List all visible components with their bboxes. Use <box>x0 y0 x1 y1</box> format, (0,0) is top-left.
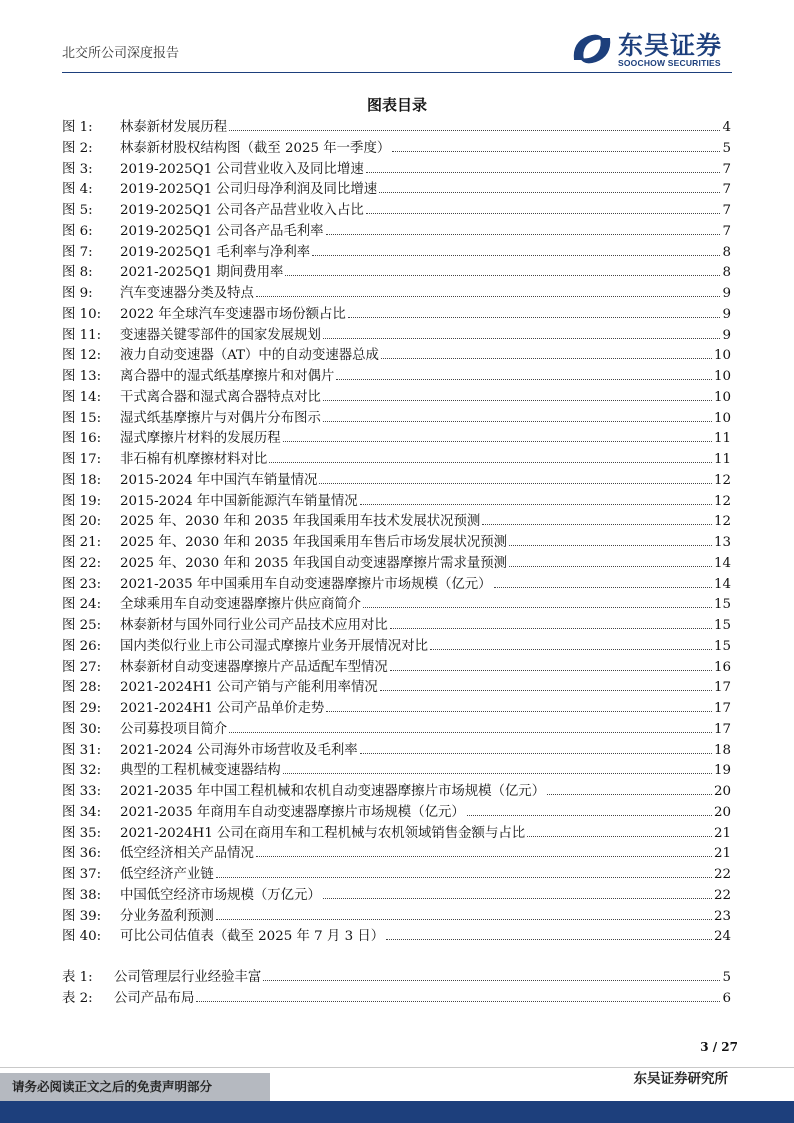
dot-leader <box>326 234 721 235</box>
dot-leader <box>323 338 721 339</box>
entry-title: 2021-2024H1 公司在商用车和工程机械与农机领域销售金额与占比 <box>120 825 526 841</box>
figure-entry[interactable] <box>62 884 731 905</box>
dot-leader <box>494 587 712 588</box>
dot-leader <box>392 151 720 152</box>
logo-mark-icon <box>570 30 614 68</box>
entry-title: 2019-2025Q1 公司各产品营业收入占比 <box>120 203 364 218</box>
figure-entry[interactable] <box>62 925 731 946</box>
entry-number: 图 14: <box>62 389 102 405</box>
entry-page: 6 <box>722 990 731 1006</box>
figure-entry[interactable] <box>62 759 731 780</box>
figure-entry[interactable] <box>62 697 731 718</box>
entry-page: 10 <box>713 348 731 364</box>
dot-leader <box>366 172 721 173</box>
figure-entry[interactable] <box>62 510 731 531</box>
dot-leader <box>283 773 712 774</box>
entry-number: 图 32: <box>62 763 102 779</box>
entry-title: 湿式摩擦片材料的发展历程 <box>120 431 281 447</box>
entry-number: 图 15: <box>62 410 102 426</box>
figure-entry[interactable] <box>62 573 731 594</box>
dot-leader <box>323 898 712 899</box>
dot-leader <box>216 877 712 878</box>
entry-title: 2021-2024H1 公司产销与产能利用率情况 <box>120 680 378 696</box>
company-logo <box>570 28 740 70</box>
dot-leader <box>312 255 720 256</box>
dot-leader <box>336 379 712 380</box>
entry-page: 7 <box>722 203 731 218</box>
figure-entry[interactable] <box>62 822 731 843</box>
entry-number: 表 1: <box>62 970 93 985</box>
entry-title: 变速器关键零部件的国家发展规划 <box>120 327 321 343</box>
entry-page: 14 <box>713 576 731 592</box>
entry-page: 21 <box>713 825 731 841</box>
header-divider <box>62 72 732 73</box>
entry-number: 图 11: <box>62 327 102 343</box>
dot-leader <box>390 670 712 671</box>
entry-page: 22 <box>713 887 731 903</box>
entry-page: 7 <box>722 161 731 177</box>
figure-entry[interactable] <box>62 739 731 760</box>
entry-page: 4 <box>722 120 731 135</box>
dot-leader <box>323 400 712 401</box>
entry-title: 2019-2025Q1 公司营业收入及同比增速 <box>120 161 364 177</box>
entry-page: 15 <box>713 597 731 613</box>
figure-entry[interactable] <box>62 365 731 386</box>
entry-number: 图 17: <box>62 452 102 467</box>
dot-leader <box>467 815 712 816</box>
entry-page: 10 <box>713 369 731 384</box>
dot-leader <box>326 711 712 712</box>
entry-page: 5 <box>722 140 731 156</box>
entry-number: 图 27: <box>62 659 102 675</box>
entry-page: 11 <box>713 452 731 467</box>
entry-page: 11 <box>713 431 731 447</box>
dot-leader <box>430 649 712 650</box>
entry-page: 10 <box>713 410 731 426</box>
entry-number: 图 39: <box>62 908 102 924</box>
dot-leader <box>323 421 712 422</box>
dot-leader <box>256 856 712 857</box>
entry-number: 图 7: <box>62 244 93 260</box>
entry-title: 离合器中的湿式纸基摩擦片和对偶片 <box>120 369 335 384</box>
figure-entry[interactable] <box>62 116 731 137</box>
dot-leader <box>269 462 712 463</box>
entry-title: 低空经济产业链 <box>120 867 214 882</box>
dot-leader <box>547 794 712 795</box>
entry-page: 12 <box>713 514 731 530</box>
entry-page: 13 <box>713 535 731 550</box>
dot-leader <box>381 358 712 359</box>
dot-leader <box>379 192 720 193</box>
entry-title: 干式离合器和湿式离合器特点对比 <box>120 389 321 405</box>
entry-page: 23 <box>713 908 731 924</box>
entry-title: 公司产品布局 <box>114 990 195 1006</box>
entry-number: 图 19: <box>62 493 102 509</box>
dot-leader <box>360 504 712 505</box>
dot-leader <box>348 317 721 318</box>
entry-page: 21 <box>713 846 731 862</box>
entry-page: 24 <box>713 929 731 945</box>
dot-leader <box>360 753 712 754</box>
figure-entry[interactable] <box>62 490 731 511</box>
entry-title: 2021-2025Q1 期间费用率 <box>120 265 284 281</box>
dot-leader <box>509 545 712 546</box>
entry-number: 图 40: <box>62 929 102 945</box>
entry-title: 典型的工程机械变速器结构 <box>120 763 281 779</box>
entry-title: 2025 年、2030 年和 2035 年我国乘用车售后市场发展状况预测 <box>120 535 508 550</box>
dot-leader <box>380 690 712 691</box>
entry-title: 2021-2024 公司海外市场营收及毛利率 <box>120 742 358 758</box>
entry-title: 公司管理层行业经验丰富 <box>114 970 262 985</box>
entry-title: 2025 年、2030 年和 2035 年我国乘用车技术发展状况预测 <box>120 514 481 530</box>
entry-page: 9 <box>722 327 731 343</box>
entry-number: 图 38: <box>62 887 102 903</box>
entry-title: 液力自动变速器（AT）中的自动变速器总成 <box>120 348 379 364</box>
entry-page: 8 <box>722 244 731 260</box>
entry-title: 2015-2024 年中国新能源汽车销量情况 <box>120 493 358 509</box>
entry-title: 分业务盈利预测 <box>120 908 214 924</box>
table-list <box>62 966 731 1008</box>
entry-number: 图 5: <box>62 203 93 218</box>
entry-title: 非石棉有机摩擦材料对比 <box>120 452 268 467</box>
entry-page: 19 <box>713 763 731 779</box>
dot-leader <box>527 836 712 837</box>
dot-leader <box>285 275 720 276</box>
entry-page: 16 <box>713 659 731 675</box>
dot-leader <box>482 524 712 525</box>
entry-page: 9 <box>722 306 731 322</box>
figure-entry[interactable] <box>62 718 731 739</box>
entry-title: 2019-2025Q1 公司各产品毛利率 <box>120 223 324 239</box>
entry-number: 图 20: <box>62 514 102 530</box>
entry-page: 22 <box>713 867 731 882</box>
entry-number: 图 2: <box>62 140 93 156</box>
dot-leader <box>363 607 712 608</box>
figure-entry[interactable] <box>62 282 731 303</box>
entry-title: 国内类似行业上市公司湿式摩擦片业务开展情况对比 <box>120 638 428 654</box>
figure-entry[interactable] <box>62 905 731 926</box>
entry-title: 林泰新材股权结构图（截至 2025 年一季度） <box>120 140 391 156</box>
entry-number: 图 33: <box>62 784 102 799</box>
entry-title: 2022 年全球汽车变速器市场份额占比 <box>120 306 346 322</box>
entry-page: 17 <box>713 701 731 716</box>
disclaimer-note: 请务必阅读正文之后的免责声明部分 <box>0 1073 270 1101</box>
report-type-label: 北交所公司深度报告 <box>62 46 180 61</box>
entry-page: 12 <box>713 472 731 488</box>
entry-page: 8 <box>722 265 731 281</box>
entry-number: 图 30: <box>62 721 102 737</box>
entry-number: 图 26: <box>62 638 102 654</box>
figure-entry[interactable] <box>62 656 731 677</box>
dot-leader <box>229 732 712 733</box>
dot-leader <box>216 919 712 920</box>
entry-title: 2015-2024 年中国汽车销量情况 <box>120 472 318 488</box>
entry-number: 图 24: <box>62 597 102 613</box>
entry-number: 图 9: <box>62 286 93 301</box>
entry-number: 图 37: <box>62 867 102 882</box>
figure-entry[interactable] <box>62 842 731 863</box>
entry-number: 图 1: <box>62 120 93 135</box>
entry-page: 12 <box>713 493 731 509</box>
entry-title: 汽车变速器分类及特点 <box>120 286 254 301</box>
figure-entry[interactable] <box>62 635 731 656</box>
dot-leader <box>229 130 720 131</box>
figure-entry[interactable] <box>62 801 731 822</box>
dot-leader <box>390 628 712 629</box>
institute-name: 东吴证券研究所 <box>633 1071 728 1087</box>
entry-number: 图 18: <box>62 472 102 488</box>
entry-number: 图 12: <box>62 348 102 364</box>
figure-entry[interactable] <box>62 344 731 365</box>
entry-title: 湿式纸基摩擦片与对偶片分布图示 <box>120 410 321 426</box>
entry-page: 5 <box>722 970 731 985</box>
entry-number: 图 8: <box>62 265 93 281</box>
figure-entry[interactable] <box>62 324 731 345</box>
figure-entry[interactable] <box>62 158 731 179</box>
entry-number: 图 34: <box>62 804 102 820</box>
entry-number: 图 31: <box>62 742 102 758</box>
figure-entry[interactable] <box>62 863 731 884</box>
entry-number: 图 16: <box>62 431 102 447</box>
entry-page: 17 <box>713 680 731 696</box>
entry-number: 图 22: <box>62 555 102 571</box>
entry-page: 20 <box>713 784 731 799</box>
figure-entry[interactable] <box>62 199 731 220</box>
dot-leader <box>386 939 712 940</box>
entry-number: 图 10: <box>62 306 102 322</box>
toc-title: 图表目录 <box>366 96 427 114</box>
entry-title: 2025 年、2030 年和 2035 年我国自动变速器摩擦片需求量预测 <box>120 555 508 571</box>
entry-title: 林泰新材发展历程 <box>120 120 228 135</box>
entry-page: 18 <box>713 742 731 758</box>
entry-page: 9 <box>722 286 731 301</box>
figure-entry[interactable] <box>62 241 731 262</box>
entry-title: 2021-2035 年中国工程机械和农机自动变速器摩擦片市场规模（亿元） <box>120 784 546 799</box>
entry-title: 2019-2025Q1 公司归母净利润及同比增速 <box>120 182 378 198</box>
dot-leader <box>319 483 712 484</box>
dot-leader <box>509 566 712 567</box>
entry-title: 2021-2024H1 公司产品单价走势 <box>120 701 325 716</box>
entry-number: 图 13: <box>62 369 102 384</box>
entry-title: 公司募投项目简介 <box>120 721 228 737</box>
entry-page: 15 <box>713 618 731 633</box>
entry-page: 7 <box>722 223 731 239</box>
figure-entry[interactable] <box>62 178 731 199</box>
figure-entry[interactable] <box>62 676 731 697</box>
entry-number: 图 25: <box>62 618 102 633</box>
dot-leader <box>196 1001 720 1002</box>
entry-number: 图 23: <box>62 576 102 592</box>
figure-entry[interactable] <box>62 407 731 428</box>
entry-title: 可比公司估值表（截至 2025 年 7 月 3 日） <box>120 929 385 945</box>
entry-title: 2021-2035 年中国乘用车自动变速器摩擦片市场规模（亿元） <box>120 576 492 592</box>
entry-title: 全球乘用车自动变速器摩擦片供应商简介 <box>120 597 362 613</box>
figure-list <box>62 116 731 946</box>
figure-entry[interactable] <box>62 427 731 448</box>
figure-entry[interactable] <box>62 386 731 407</box>
entry-number: 图 3: <box>62 161 93 177</box>
entry-title: 2021-2035 年商用车自动变速器摩擦片市场规模（亿元） <box>120 804 465 820</box>
figure-entry[interactable] <box>62 303 731 324</box>
entry-number: 表 2: <box>62 990 93 1006</box>
entry-page: 7 <box>722 182 731 198</box>
entry-page: 15 <box>713 638 731 654</box>
figure-entry[interactable] <box>62 448 731 469</box>
entry-title: 2019-2025Q1 毛利率与净利率 <box>120 244 311 260</box>
entry-page: 20 <box>713 804 731 820</box>
figure-entry[interactable] <box>62 531 731 552</box>
dot-leader <box>283 441 712 442</box>
dot-leader <box>256 296 721 297</box>
entry-number: 图 6: <box>62 223 93 239</box>
figure-entry[interactable] <box>62 780 731 801</box>
entry-title: 林泰新材与国外同行业公司产品技术应用对比 <box>120 618 388 633</box>
logo-english-name: SOOCHOW SECURITIES <box>618 58 721 68</box>
figure-entry[interactable] <box>62 552 731 573</box>
figure-entry[interactable] <box>62 469 731 490</box>
page-number: 3 / 27 <box>700 1040 738 1054</box>
figure-entry[interactable] <box>62 593 731 614</box>
entry-title: 林泰新材自动变速器摩擦片产品适配车型情况 <box>120 659 388 675</box>
entry-page: 14 <box>713 555 731 571</box>
figure-entry[interactable] <box>62 614 731 635</box>
footer-bar <box>0 1101 794 1123</box>
entry-page: 17 <box>713 721 731 737</box>
figure-entry[interactable] <box>62 137 731 158</box>
entry-number: 图 35: <box>62 825 102 841</box>
entry-title: 低空经济相关产品情况 <box>120 846 254 862</box>
dot-leader <box>366 213 721 214</box>
entry-number: 图 28: <box>62 680 102 696</box>
entry-number: 图 36: <box>62 846 102 862</box>
logo-chinese-name: 东吴证券 <box>618 31 723 60</box>
table-entry[interactable] <box>62 966 731 987</box>
figure-entry[interactable] <box>62 261 731 282</box>
entry-number: 图 29: <box>62 701 102 716</box>
entry-number: 图 21: <box>62 535 102 550</box>
entry-number: 图 4: <box>62 182 93 198</box>
entry-title: 中国低空经济市场规模（万亿元） <box>120 887 321 903</box>
entry-page: 10 <box>713 389 731 405</box>
figure-entry[interactable] <box>62 220 731 241</box>
dot-leader <box>263 980 720 981</box>
table-entry[interactable] <box>62 987 731 1008</box>
